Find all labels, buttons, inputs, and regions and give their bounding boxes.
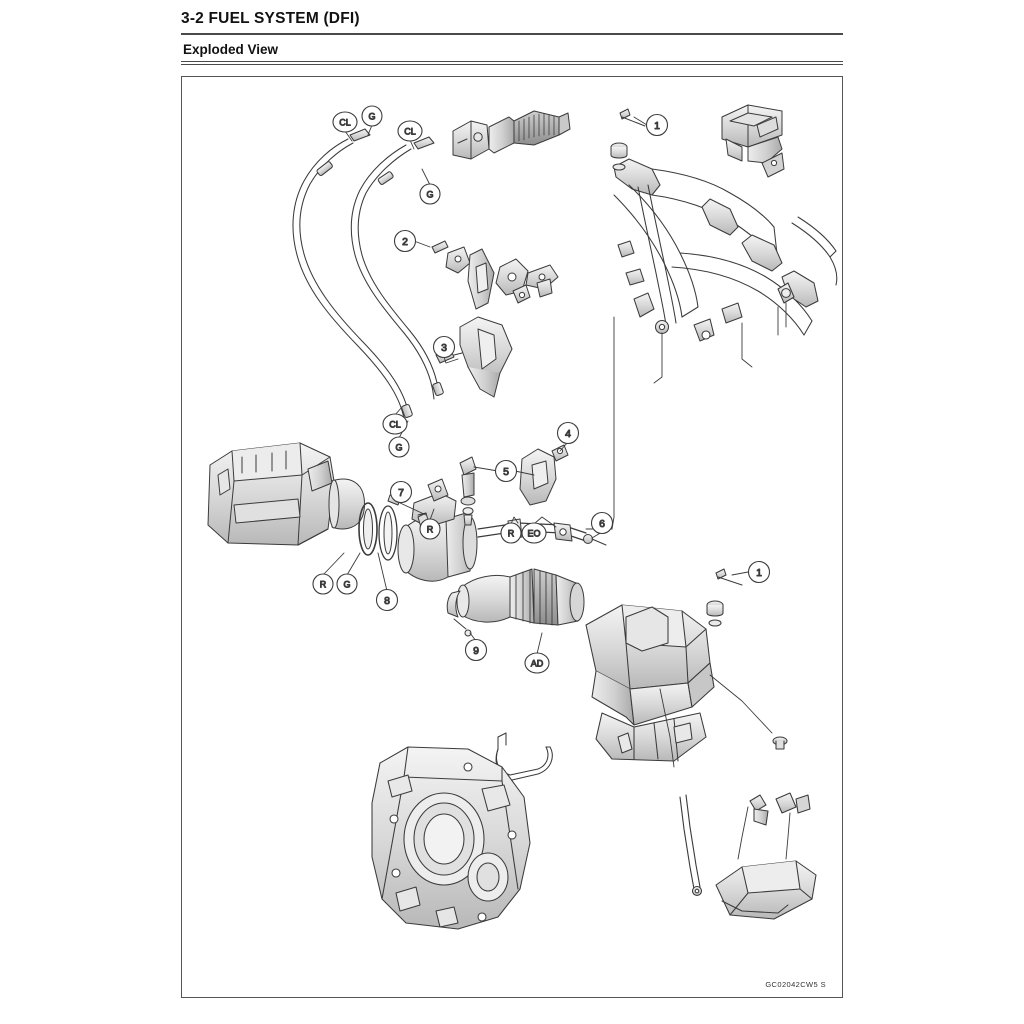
callout-1: 1: [654, 120, 660, 132]
callout-r-3: R: [507, 528, 515, 539]
callout-1-second: 1: [756, 567, 762, 579]
callout-9: 9: [473, 645, 479, 657]
callout-r-1: R: [319, 579, 327, 590]
callout-5: 5: [503, 466, 509, 478]
callout-g-2: G: [426, 189, 434, 200]
callout-g-3: G: [395, 442, 403, 453]
callout-g-4: G: [343, 579, 351, 590]
callout-6: 6: [599, 518, 605, 530]
figure-code: GC02042CW5 S: [765, 980, 826, 989]
callout-g-1: G: [368, 111, 376, 122]
callout-3: 3: [441, 342, 447, 354]
callout-cl-2: CL: [404, 126, 416, 137]
callout-eo-1: EO: [527, 528, 541, 539]
callout-7: 7: [398, 487, 404, 499]
figure-drawing: [182, 77, 842, 997]
callout-cl-3: CL: [389, 419, 401, 430]
page-title: 3-2 FUEL SYSTEM (DFI): [181, 10, 360, 27]
section-title: Exploded View: [183, 41, 279, 57]
section-rule: [181, 61, 843, 65]
callout-4: 4: [565, 428, 571, 440]
callout-8: 8: [384, 595, 390, 607]
callout-r-2: R: [426, 524, 434, 535]
callout-cl-1: CL: [339, 117, 351, 128]
callout-2: 2: [402, 236, 408, 248]
page-header: [181, 10, 843, 65]
exploded-view-figure: [181, 76, 843, 998]
callout-ad-1: AD: [530, 658, 544, 669]
